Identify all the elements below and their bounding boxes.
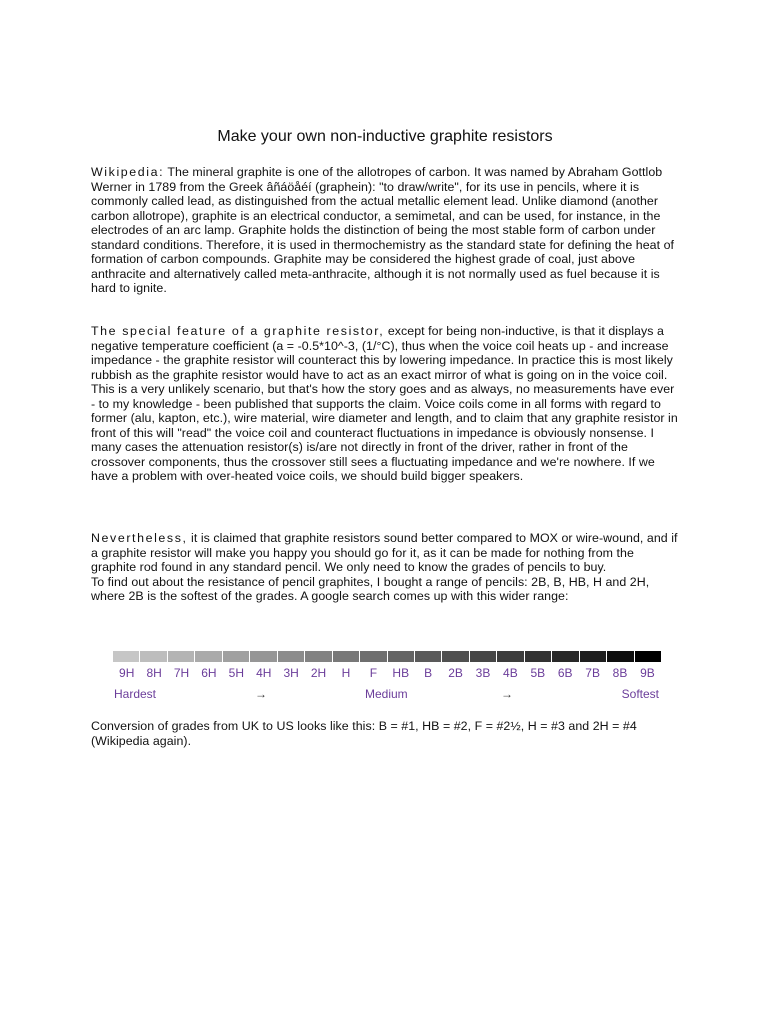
grade-label: 7H [173, 666, 190, 680]
grade-swatch [415, 651, 441, 662]
grade-label: 3H [283, 666, 299, 680]
paragraph-nevertheless [91, 531, 681, 604]
grade-label: 2B [448, 666, 463, 680]
label-softest: Softest [621, 687, 659, 701]
document-title: Make your own non-inductive graphite resistors [217, 128, 553, 145]
grade-swatch [113, 651, 139, 662]
grade-label: 2H [310, 666, 327, 680]
grade-swatch [333, 651, 359, 662]
grade-swatch [305, 651, 331, 662]
grade-label: 7B [585, 666, 600, 680]
paragraph-lead: Nevertheless, [91, 531, 188, 545]
grade-swatch [442, 651, 468, 662]
grade-swatch [168, 651, 194, 662]
paragraph-lead: The special feature of a graphite resistor, [91, 324, 385, 338]
paragraph-special-feature [91, 324, 681, 484]
grade-swatch [278, 651, 304, 662]
grade-label: 5B [530, 666, 546, 680]
label-medium: Medium [365, 687, 408, 701]
label-hardest: Hardest [114, 687, 157, 701]
grade-label: 3B [475, 666, 491, 680]
grade-swatch [195, 651, 221, 662]
grade-swatch [552, 651, 578, 662]
grade-swatch-bar [113, 651, 661, 662]
paragraph-text: The mineral graphite is one of the allotropes of carbon. It was named by Abraham Gottlob Werner in 1789 from the Greek âñáöåéí (graphein): "to draw/write", for its use in pencils, where it is commonly called lead, as distinguished from the actual metallic element lead. Unlike diamond (another carbon allotrope), graphite is an electrical conductor, a semimetal, and can be used, for instance, in the electrodes of an arc lamp. Graphite holds the distinction of being the most stable form of carbon under standard conditions. Therefore, it is used in thermochemistry as the standard state for defining the heat of formation of carbon compounds. Graphite may be considered the highest grade of coal, just above anthracite and alternatively called meta-anthracite, although it is not normally used as fuel because it is hard to ignite. [91, 165, 675, 295]
grade-labels [113, 666, 661, 680]
grade-label: F [369, 666, 378, 680]
grade-label: H [341, 666, 351, 680]
grade-label: 6H [201, 666, 217, 680]
grade-label: 6B [557, 666, 573, 680]
grade-swatch [607, 651, 633, 662]
grade-swatch [140, 651, 166, 662]
paragraph-wikipedia [91, 165, 681, 296]
grade-swatch [388, 651, 414, 662]
grade-swatch [250, 651, 276, 662]
paragraph-text: except for being non-inductive, is that it displays a negative temperature coefficient (a = -0.5*10^-3, (1/°C), thus when the voice coil heats up - and increase impedance - the graphite resistor will counteract this by lowering impedance. In practice this is most likely rubbish as the graphite resistor would have to act as an exact mirror of what is going on in the voice coil. This is a very unlikely scenario, but that's how the story goes and as always, no measurements have ever - to my knowledge - been published that supports the claim. Voice coils come in all forms with regard to former (alu, kapton, etc.), wire material, wire diameter and length, and to claim that any graphite resistor in front of this will "read" the voice coil and counteract fluctuations in impedance is obviously nonsense. I many cases the attenuation resistor(s) is/are not directly in front of the driver, rather in front of the crossover components, thus the crossover still sees a fluctuating impedance and we're nowhere. If we have a problem with over-heated voice coils, we should build bigger speakers. [91, 324, 678, 483]
paragraph-lead: Wikipedia: [91, 165, 165, 179]
grade-label: 8H [146, 666, 162, 680]
grade-swatch [635, 651, 661, 662]
paragraph-conversion: Conversion of grades from UK to US looks like this: B = #1, HB = #2, F = #2½, H = #3 and 2H = #4 (Wikipedia again). [91, 719, 637, 748]
grade-swatch [360, 651, 386, 662]
grade-label: 5H [228, 666, 244, 680]
grade-label: 4H [256, 666, 272, 680]
pencil-grade-scale [113, 651, 661, 711]
grade-swatch [470, 651, 496, 662]
paragraph-text-2: To find out about the resistance of pencil graphites, I bought a range of pencils: 2B, B, HB, H and 2H, where 2B is the softest of the grades. A google search comes up with this wider range: [91, 574, 650, 603]
grade-swatch [580, 651, 606, 662]
grade-swatch [497, 651, 523, 662]
grade-label: 9B [640, 666, 655, 680]
grade-swatch [525, 651, 551, 662]
grade-label: B [424, 666, 433, 680]
paragraph-text: it is claimed that graphite resistors sound better compared to MOX or wire-wound, and if a graphite resistor will make you happy you should go for it, as it can be made for nothing from the graphite rod found in any standard pencil. We only need to know the grades of pencils to buy. [91, 531, 678, 574]
arrow-right-icon: → [255, 687, 267, 701]
grade-label: 9H [119, 666, 135, 680]
grade-label: 4B [503, 666, 518, 680]
grade-label: 8B [612, 666, 628, 680]
grade-swatch [223, 651, 249, 662]
arrow-right-icon: → [501, 687, 513, 701]
grade-label: HB [392, 666, 410, 680]
